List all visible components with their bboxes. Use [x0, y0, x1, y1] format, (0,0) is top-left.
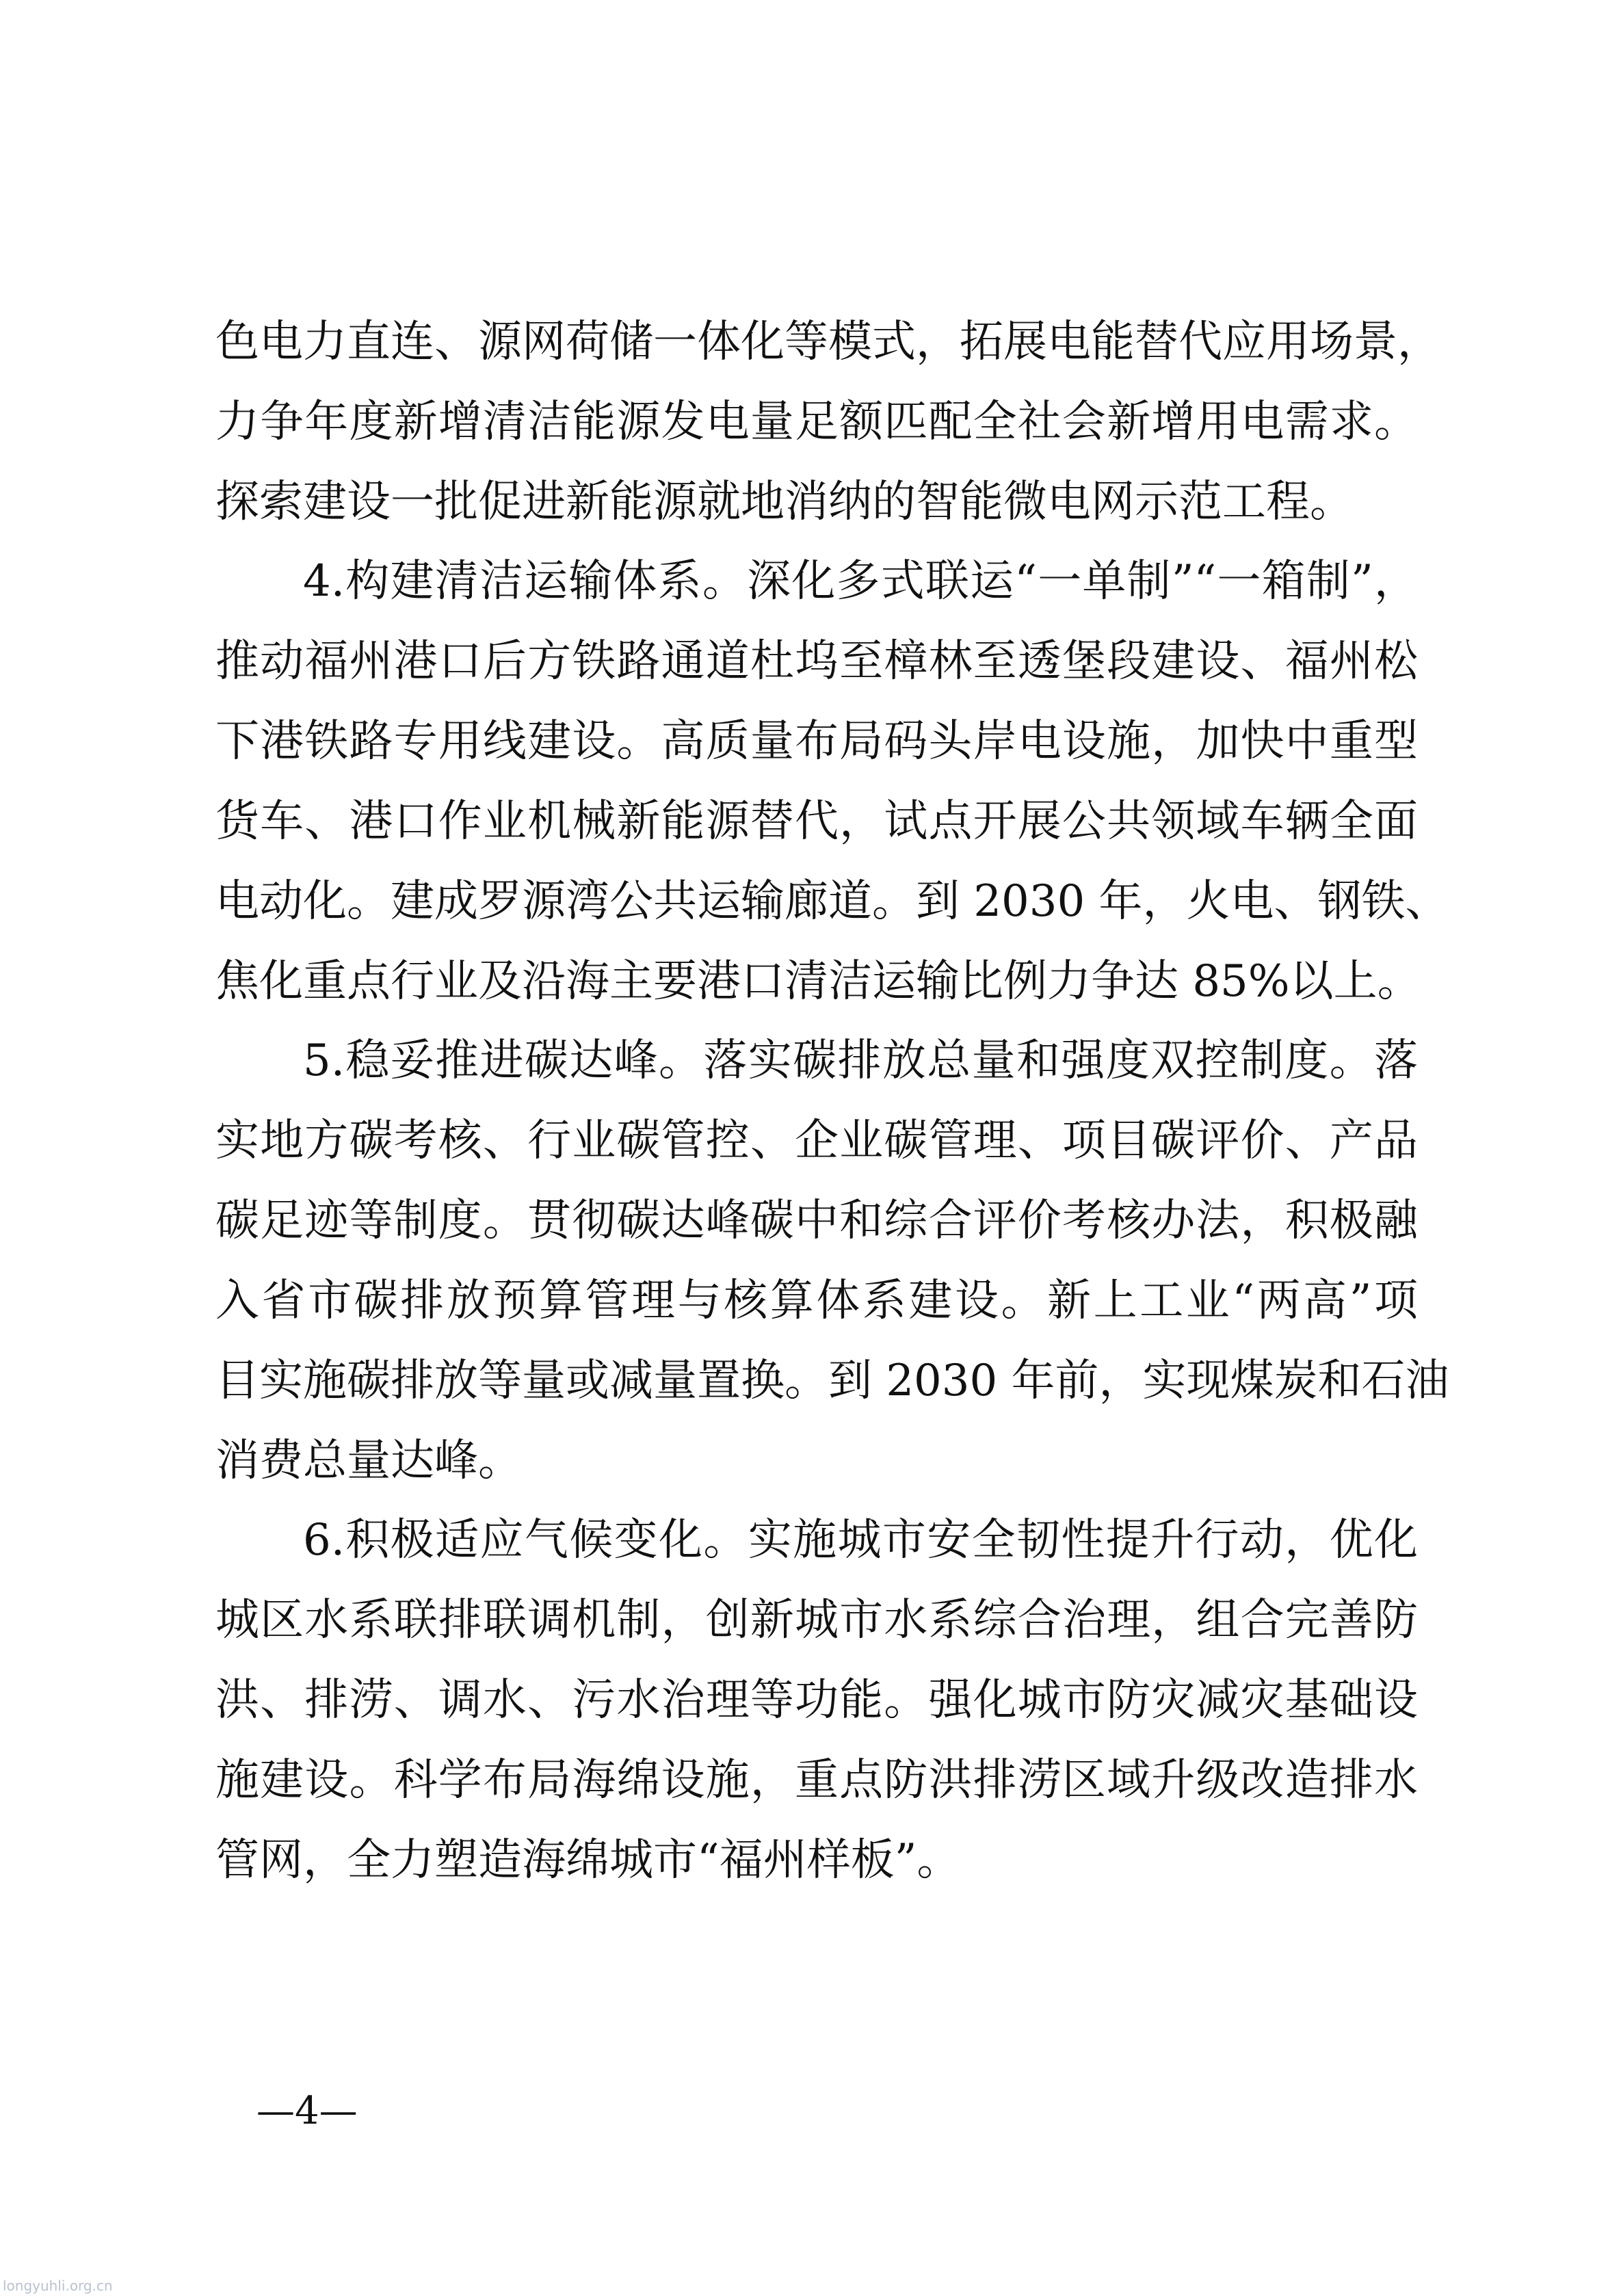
text-line: 下港铁路专用线建设。高质量布局码头岸电设施，加快中重型	[215, 716, 1418, 767]
text-line: 色电力直连、源网荷储一体化等模式，拓展电能替代应用场景，	[215, 317, 1441, 367]
text-line: 入省市碳排放预算管理与核算体系建设。新上工业“两高”项	[215, 1276, 1418, 1326]
paragraph-heading-line: 5.稳妥推进碳达峰。落实碳排放总量和强度双控制度。落	[303, 1035, 1418, 1086]
text-line: 管网，全力塑造海绵城市“福州样板”。	[215, 1835, 961, 1886]
text-line: 货车、港口作业机械新能源替代，试点开展公共领域车辆全面	[215, 796, 1418, 847]
text-line: 施建设。科学布局海绵设施，重点防洪排涝区域升级改造排水	[215, 1755, 1418, 1806]
paragraph-heading-line: 6.积极适应气候变化。实施城市安全韧性提升行动，优化	[303, 1515, 1418, 1566]
text-line: 消费总量达峰。	[215, 1436, 522, 1486]
text-line: 焦化重点行业及沿海主要港口清洁运输比例力争达 85%以上。	[215, 956, 1421, 1007]
text-line: 实地方碳考核、行业碳管控、企业碳管理、项目碳评价、产品	[215, 1116, 1418, 1166]
text-line: 城区水系联排联调机制，创新城市水系综合治理，组合完善防	[215, 1595, 1418, 1646]
text-line: 探索建设一批促进新能源就地消纳的智能微电网示范工程。	[215, 477, 1354, 527]
paragraph-heading-line: 4.构建清洁运输体系。深化多式联运“一单制”“一箱制”，	[303, 556, 1418, 607]
text-line: 电动化。建成罗源湾公共运输廊道。到 2030 年，火电、钢铁、	[215, 876, 1449, 927]
text-line: 推动福州港口后方铁路通道杜坞至樟林至透堡段建设、福州松	[215, 636, 1418, 687]
text-line: 目实施碳排放等量或减量置换。到 2030 年前，实现煤炭和石油	[215, 1356, 1449, 1406]
page-number: —4—	[256, 2089, 358, 2133]
text-line: 洪、排涝、调水、污水治理等功能。强化城市防灾减灾基础设	[215, 1675, 1418, 1726]
watermark: longyuhli.org.cn	[3, 2278, 113, 2294]
text-line: 力争年度新增清洁能源发电量足额匹配全社会新增用电需求。	[215, 397, 1418, 447]
text-line: 碳足迹等制度。贯彻碳达峰碳中和综合评价考核办法，积极融	[215, 1196, 1418, 1246]
